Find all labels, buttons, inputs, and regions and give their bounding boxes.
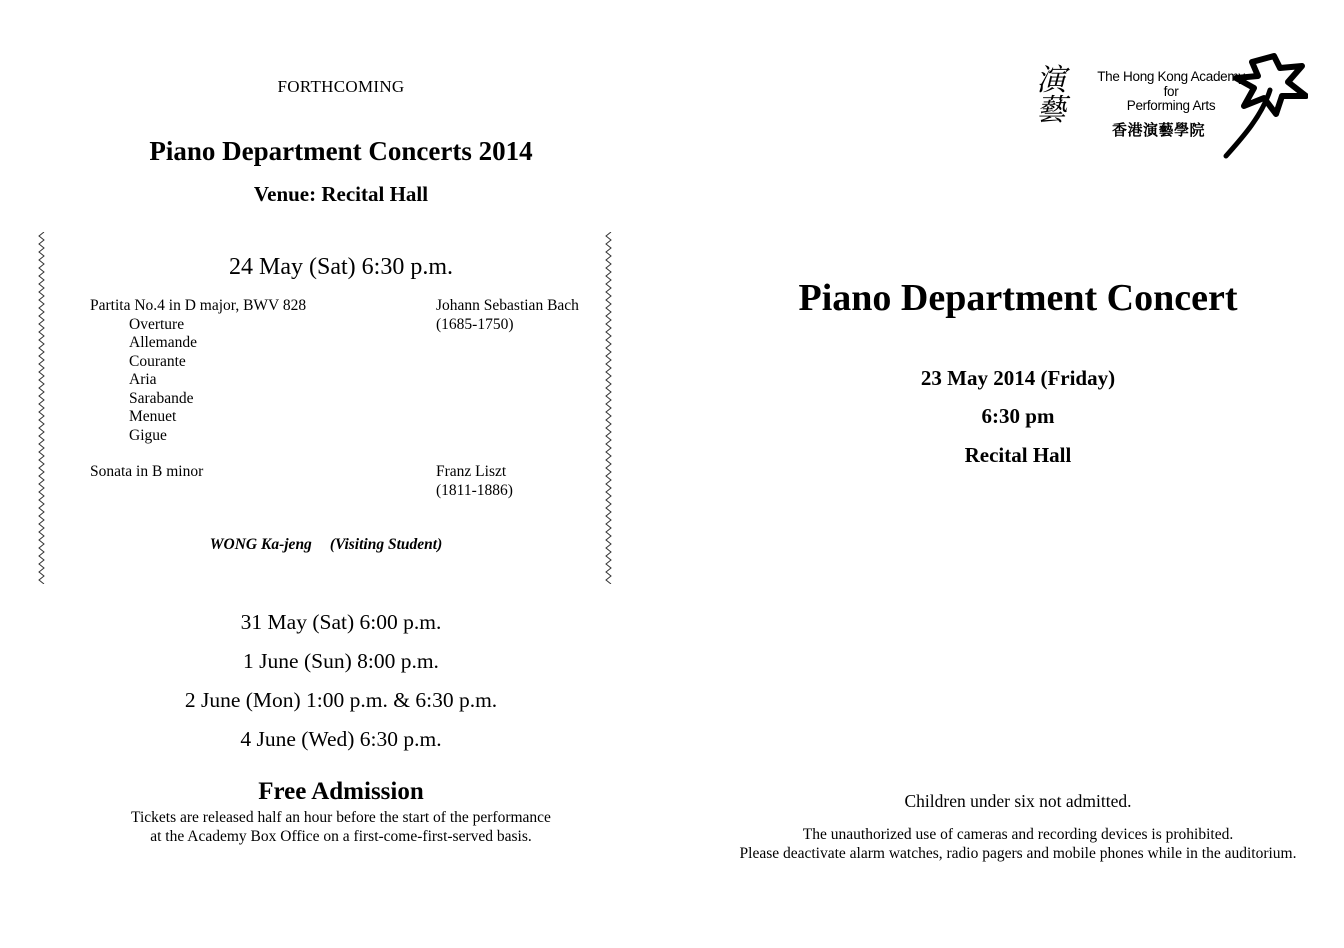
- recording-notice: The unauthorized use of cameras and recording devices is prohibited.: [802, 826, 1234, 843]
- device-notice: Please deactivate alarm watches, radio pagers and mobile phones while in the auditorium.: [739, 845, 1297, 862]
- free-admission-heading: Free Admission: [258, 778, 424, 805]
- star-logo-icon: [1222, 52, 1308, 160]
- series-venue: Venue: Recital Hall: [253, 182, 429, 206]
- logo-chinese-name: 香港演藝學院: [1112, 121, 1206, 139]
- work-title-partita: Partita No.4 in D major, BWV 828: [90, 297, 307, 314]
- ticket-info-line: Tickets are released half an hour before the start of the performance: [131, 809, 551, 826]
- work-title-sonata: Sonata in B minor: [90, 463, 204, 480]
- ticket-info: [0, 808, 682, 846]
- logo-english-line: for: [1163, 83, 1179, 99]
- logo-english-line: The Hong Kong Academy: [1097, 69, 1245, 84]
- zigzag-border-left: [38, 232, 46, 584]
- movement-item: Menuet: [129, 408, 177, 425]
- concert-date: 23 May 2014 (Friday): [920, 366, 1116, 390]
- featured-concert-date: 24 May (Sat) 6:30 p.m.: [229, 254, 453, 280]
- upcoming-date: 2 June (Mon) 1:00 p.m. & 6:30 p.m.: [184, 688, 498, 712]
- movement-item: Overture: [129, 315, 185, 333]
- concert-title: Piano Department Concert: [798, 277, 1238, 319]
- movement-item: Gigue: [129, 426, 167, 444]
- logo-calligraphy: 演藝: [1036, 63, 1066, 128]
- movement-item: Sarabande: [129, 389, 194, 407]
- series-title: Piano Department Concerts 2014: [149, 136, 533, 166]
- concert-time: 6:30 pm: [981, 404, 1055, 428]
- upcoming-date: 4 June (Wed) 6:30 p.m.: [240, 727, 442, 751]
- movement-item: Aria: [129, 371, 157, 388]
- performer-note: (Visiting Student): [329, 536, 443, 553]
- logo-english-line: Performing Arts: [1126, 98, 1216, 113]
- forthcoming-label: FORTHCOMING: [277, 77, 405, 96]
- composer-bach: Johann Sebastian Bach: [436, 297, 579, 314]
- zigzag-border-right: [605, 232, 613, 584]
- ticket-info-line: at the Academy Box Office on a first-come-first-served basis.: [150, 828, 532, 845]
- children-notice: Children under six not admitted.: [904, 791, 1132, 811]
- movement-item: Courante: [129, 352, 186, 370]
- composer-years-bach: (1685-1750): [436, 315, 514, 333]
- composer-years-liszt: (1811-1886): [436, 481, 513, 499]
- composer-liszt: Franz Liszt: [436, 463, 507, 480]
- movement-item: Allemande: [129, 334, 198, 351]
- performer-credit: [0, 536, 652, 554]
- academy-logo: [1036, 52, 1308, 160]
- concert-venue: Recital Hall: [964, 443, 1072, 467]
- upcoming-date: 1 June (Sun) 8:00 p.m.: [243, 649, 439, 673]
- upcoming-date: 31 May (Sat) 6:00 p.m.: [240, 610, 442, 634]
- performer-name: WONG Ka-jeng: [209, 536, 312, 553]
